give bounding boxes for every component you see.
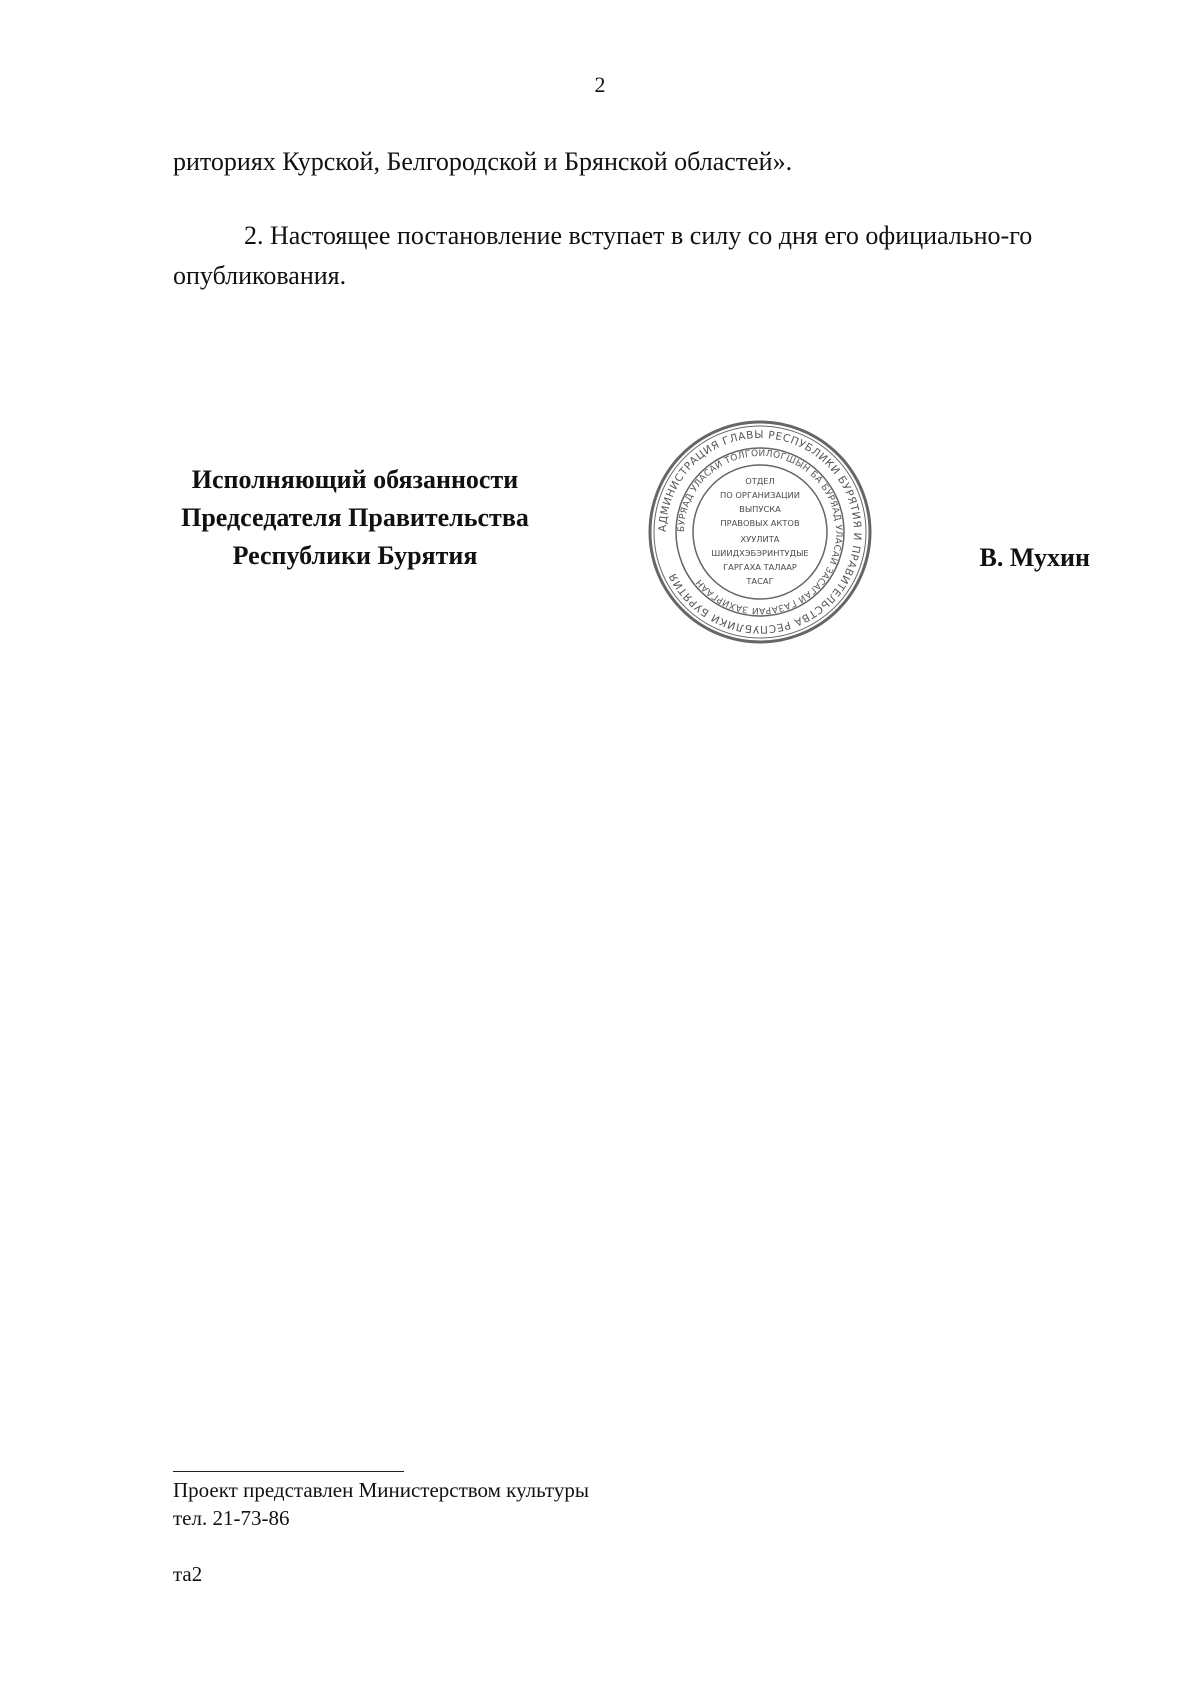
paragraph-continuation: риториях Курской, Белгородской и Брянской областей». bbox=[173, 147, 793, 176]
official-seal-stamp bbox=[646, 418, 874, 646]
signer-name: В. Мухин bbox=[979, 543, 1090, 572]
svg-text:БУРЯАД УЛАСАЙ ТОЛГОЙЛОГШЫН БА bbox=[677, 447, 843, 617]
footnote bbox=[173, 1476, 589, 1532]
page-number: 2 bbox=[594, 72, 606, 97]
seal-center-line: ШИИДХЭБЭРИНТУДЫЕ bbox=[711, 548, 809, 558]
signer-position-line-2: Председателя Правительства bbox=[181, 503, 529, 532]
seal-outer-text: АДМИНИСТРАЦИЯ ГЛАВЫ РЕСПУБЛИКИ БУРЯТИЯ И ПРАВИТЕЛЬСТВА РЕСПУБЛИКИ БУРЯТИЯ bbox=[656, 428, 864, 636]
signer-position-line-3: Республики Бурятия bbox=[232, 541, 478, 570]
seal-center-line: ПО ОРГАНИЗАЦИИ bbox=[720, 490, 800, 500]
seal-center-line: ТАСАГ bbox=[746, 576, 774, 586]
seal-center-line: ПРАВОВЫХ АКТОВ bbox=[720, 518, 800, 528]
footnote-line-1: Проект представлен Министерством культуры bbox=[173, 1478, 589, 1502]
seal-center-line: ВЫПУСКА bbox=[739, 504, 781, 514]
footnote-line-2: тел. 21-73-86 bbox=[173, 1506, 290, 1530]
seal-center-line: ОТДЕЛ bbox=[745, 476, 775, 486]
seal-center-line: ГАРГАХА ТАЛААР bbox=[723, 562, 797, 572]
document-code: та2 bbox=[173, 1562, 203, 1586]
signer-position bbox=[140, 461, 570, 575]
seal-inner-text: БУРЯАД УЛАСАЙ ТОЛГОЙЛОГШЫН БА БУРЯАД УЛАСАЙ ЗАСАГАЙ ГАЗАРАЙ ЗАХИРГААН bbox=[676, 448, 844, 616]
svg-text:АДМИНИСТРАЦИЯ ГЛАВЫ РЕСПУБЛИКИ bbox=[657, 429, 863, 635]
signer-position-line-1: Исполняющий обязанности bbox=[191, 465, 519, 494]
paragraph-clause-2: 2. Настоящее постановление вступает в силу со дня его официально-го опубликования. bbox=[173, 221, 1033, 290]
seal-center-line: ХУУЛИТА bbox=[740, 534, 780, 544]
footnote-divider bbox=[173, 1471, 404, 1472]
